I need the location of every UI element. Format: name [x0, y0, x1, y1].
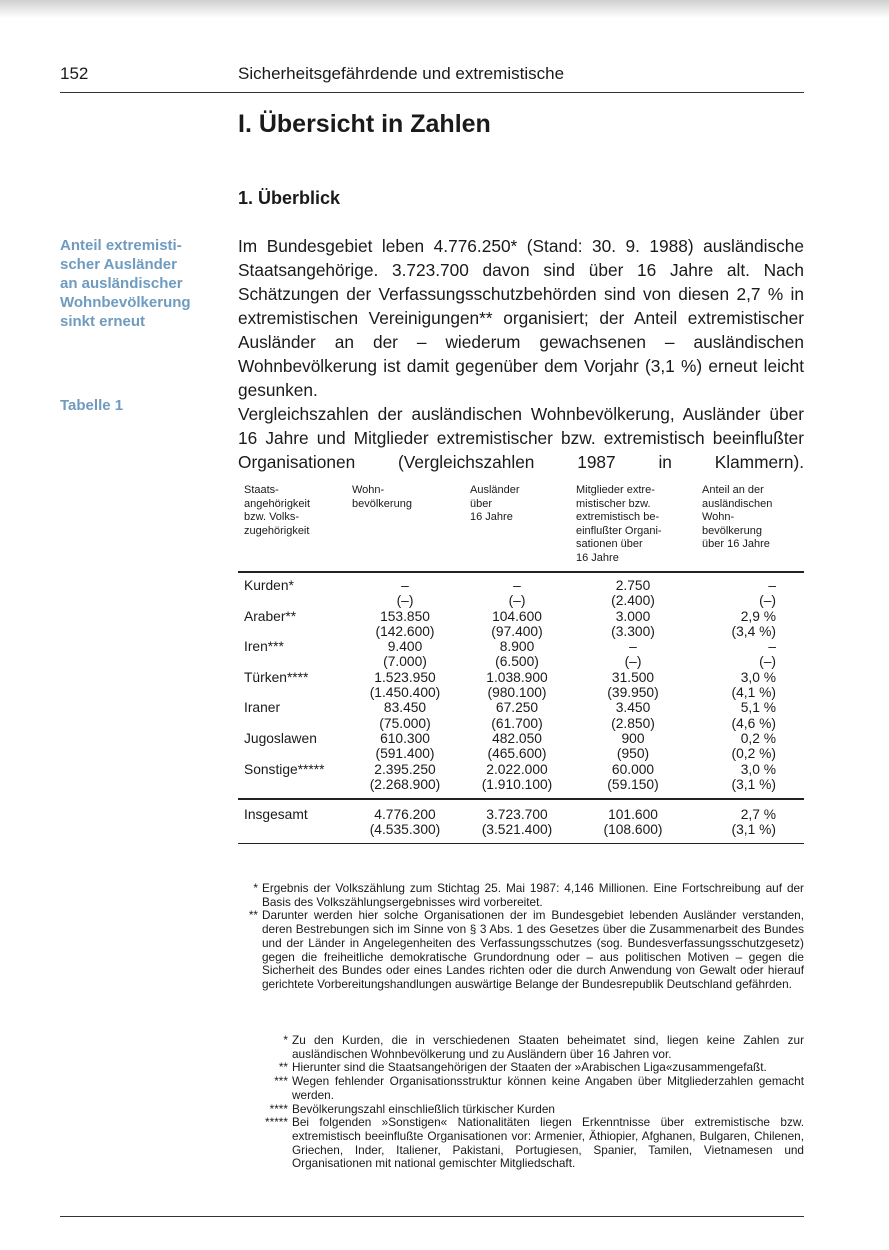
table-cell-previous: (465.600): [487, 746, 547, 762]
table-cell-previous: (61.700): [491, 715, 543, 731]
column-header: [464, 484, 570, 572]
table-cell-previous: (3.521.400): [481, 822, 553, 838]
column-header: [696, 484, 804, 572]
running-title: Sicherheitsgefährdende und extremistische: [238, 64, 565, 83]
table-row-previous-year: [238, 654, 804, 669]
table-cell-previous: (1.450.400): [369, 685, 441, 701]
column-header-text: Wohn- bevölkerung: [352, 484, 412, 510]
table-cell-previous: (–): [624, 654, 642, 670]
table-cell-value: 4.776.200: [374, 807, 436, 823]
table-row-previous-year: [238, 822, 804, 843]
header-rule: [60, 92, 804, 93]
row-label-empty: [238, 716, 346, 731]
table-row: [238, 670, 804, 685]
table-cell-value: 2.022.000: [486, 761, 548, 777]
row-label: Türken****: [244, 669, 309, 685]
table-cell-previous: (591.400): [375, 746, 435, 762]
table-row-previous-year: [238, 624, 804, 639]
subsection-heading: 1. Überblick: [238, 188, 341, 208]
margin-note-line: Wohnbevölkerung: [60, 294, 191, 311]
table-cell-previous: (3,1 %): [731, 776, 776, 792]
table-cell-value: 60.000: [611, 761, 655, 777]
footnote-mark: ****: [269, 1101, 288, 1116]
table-row-previous-year: [238, 685, 804, 700]
row-label: Insgesamt: [244, 807, 308, 823]
footnote: [238, 882, 804, 909]
table-cell-value: –: [768, 578, 776, 593]
row-label-empty: [238, 777, 346, 799]
footnote-mark: **: [278, 1060, 288, 1075]
table-cell-value: 0,2 %: [740, 730, 776, 746]
table-row: [238, 731, 804, 746]
table-cell-value: 2,7 %: [740, 807, 776, 823]
page-number: 152: [60, 64, 89, 83]
body-text: [238, 234, 804, 474]
table-cell-value: –: [768, 639, 776, 655]
section-heading: I. Übersicht in Zahlen: [238, 110, 491, 138]
table-cell-value: 2.750: [615, 578, 651, 593]
column-header-text: Mitglieder extre- mistischer bzw. extremistisch be- einflußter Organi- sationen über 16 Jahre: [576, 484, 662, 564]
table-cell-previous: (980.100): [487, 685, 547, 701]
footnote: [238, 1034, 804, 1061]
table-row-previous-year: [238, 593, 804, 608]
footer-rule: [60, 1216, 804, 1217]
table-cell-previous: (–): [396, 593, 414, 609]
table-cell-value: 83.450: [383, 700, 427, 716]
table-cell-value: 3.450: [615, 700, 651, 716]
table-cell-value: 8.900: [499, 639, 535, 655]
table-cell-previous: (4,1 %): [731, 685, 776, 701]
table-cell-previous: (3,1 %): [731, 822, 776, 838]
table-cell-previous: (2.850): [611, 715, 655, 731]
table-row-previous-year: [238, 746, 804, 761]
table-cell-previous: (3.300): [611, 623, 655, 639]
table-cell-previous: (4.535.300): [369, 822, 441, 838]
table-cell-value: 101.600: [608, 807, 658, 823]
table-cell-value: 3.723.700: [486, 807, 548, 823]
table-row: [238, 700, 804, 715]
page-top-shadow: [0, 0, 889, 18]
row-label-empty: [238, 685, 346, 700]
table-cell-value: –: [401, 578, 409, 593]
footnote-mark: *: [283, 1033, 288, 1047]
table-cell-value: 2,9 %: [740, 608, 776, 624]
column-header-text: Ausländer über 16 Jahre: [470, 484, 520, 523]
row-label: Sonstige*****: [244, 761, 325, 777]
table-cell-value: –: [513, 578, 521, 593]
table-cell-value: 153.850: [380, 608, 430, 624]
row-label-empty: [238, 654, 346, 669]
footnote-text: Ergebnis der Volkszählung zum Stichtag 25. Mai 1987: 4,146 Millionen. Eine Fortschreibung auf der Basis des Volkszählungsergebnisses wird vorbereitet.: [262, 881, 804, 909]
table-cell-value: 104.600: [492, 608, 542, 624]
row-label: Araber**: [244, 608, 297, 624]
table-cell-value: 482.050: [492, 730, 542, 746]
footnotes-table: [238, 1034, 804, 1171]
table-cell-previous: (0,2 %): [731, 746, 776, 762]
row-label-empty: [238, 593, 346, 608]
statistics-table: [238, 484, 804, 844]
table-cell-previous: (108.600): [603, 822, 663, 838]
table-row-previous-year: [238, 777, 804, 799]
body-paragraph: Vergleichszahlen der ausländischen Wohnbevölkerung, Ausländer über 16 Jahre und Mitglieder extremistischer bzw. extremistisch beeinflußter Organisationen (Vergleichszahlen 1987 in Klammern).: [238, 404, 804, 472]
margin-note: [60, 236, 220, 331]
row-label-empty: [238, 822, 346, 843]
footnote-text: Bevölkerungszahl einschließlich türkischer Kurden: [292, 1101, 555, 1116]
table-cell-previous: (39.950): [607, 685, 659, 701]
margin-note-line: sinkt erneut: [60, 313, 146, 330]
row-label-empty: [238, 624, 346, 639]
table-cell-previous: (–): [508, 593, 526, 609]
footnote-mark: *****: [265, 1115, 288, 1130]
column-header: [570, 484, 696, 572]
table-cell-previous: (59.150): [607, 776, 659, 792]
table-cell-value: 3,0 %: [740, 761, 776, 777]
footnote-mark: ***: [274, 1074, 288, 1089]
table-cell-previous: (950): [616, 746, 650, 762]
footnote: [238, 1103, 804, 1117]
table-cell-value: 31.500: [611, 669, 655, 685]
table-cell-previous: (–): [759, 654, 776, 670]
column-header: [238, 484, 346, 572]
table-cell-previous: (–): [759, 593, 776, 609]
row-label: Kurden*: [244, 578, 294, 593]
footnote-text: Bei folgenden »Sonstigen« Nationalitäten liegen Erkenntnisse über extremistische bzw. extremistisch beeinflußte Organisationen vor: Armenier, Äthiopier, Afghanen, Bulgaren, Chilenen, Griechen, Inder, Italiener, Pakistani, Portugiesen, Spanier, Tamilen, Vietnamesen und Organisationen mit national gemischter Mitgliedschaft.: [292, 1115, 804, 1171]
footnote: [238, 1116, 804, 1171]
table-row: [238, 572, 804, 593]
table-cell-previous: (97.400): [491, 623, 543, 639]
table-cell-previous: (2.268.900): [369, 776, 441, 792]
table-cell-value: 3,0 %: [740, 669, 776, 685]
footnote-text: Hierunter sind die Staatsangehörigen der Staaten der »Arabischen Liga«zusammengefaßt.: [292, 1060, 767, 1075]
row-label: Iraner: [244, 700, 281, 716]
row-label: Jugoslawen: [244, 730, 317, 746]
table-cell-value: 610.300: [380, 730, 430, 746]
footnote-mark: *: [253, 881, 258, 895]
table-total: [238, 799, 804, 843]
table-cell-previous: (7.000): [383, 654, 427, 670]
table-cell-previous: (142.600): [375, 623, 435, 639]
footnote-text: Zu den Kurden, die in verschiedenen Staaten beheimatet sind, liegen keine Zahlen zur ausländischen Wohnbevölkerung und zu Ausländern über 16 Jahren vor.: [292, 1033, 804, 1061]
table-cell-value: 3.000: [615, 608, 651, 624]
table-cell-value: 1.523.950: [374, 669, 436, 685]
table-cell-previous: (6.500): [495, 654, 539, 670]
footnote-text: Wegen fehlender Organisationsstruktur können keine Angaben über Mitgliederzahlen gemacht werden.: [292, 1074, 804, 1102]
margin-note-line: Anteil extremisti-: [60, 237, 182, 254]
table-cell-previous: (75.000): [379, 715, 431, 731]
table-row: [238, 639, 804, 654]
margin-note-line: scher Ausländer: [60, 256, 177, 273]
row-label: Iren***: [244, 639, 284, 655]
footnotes-main: [238, 882, 804, 992]
table-cell-value: 5,1 %: [740, 700, 776, 716]
table-cell-previous: (2.400): [611, 593, 655, 609]
column-header-text: Staats- angehörigkeit bzw. Volks- zugehörigkeit: [244, 484, 311, 537]
table-row: [238, 762, 804, 777]
table-cell-value: 2.395.250: [374, 761, 436, 777]
table-header-row: [238, 484, 804, 572]
table-row-previous-year: [238, 716, 804, 731]
table-row: [238, 799, 804, 822]
table-label: Tabelle 1: [60, 397, 124, 414]
table-cell-value: 9.400: [387, 639, 423, 655]
table-cell-previous: (4,6 %): [731, 715, 776, 731]
footnote: [238, 909, 804, 991]
table-body: [238, 572, 804, 799]
table-cell-value: –: [629, 639, 637, 655]
footnote: [238, 1061, 804, 1075]
table-cell-previous: (1.910.100): [481, 776, 553, 792]
footnote: [238, 1075, 804, 1102]
body-paragraph: Im Bundesgebiet leben 4.776.250* (Stand: 30. 9. 1988) ausländische Staatsangehörige. 3.723.700 davon sind über 16 Jahre alt. Nach Schätzungen der Verfassungsschutzbehörden sind von diesen 2,7 % in extremistischen Vereinigungen** organisiert; der Anteil extremistischer Ausländer an der – wiederum gewachsenen – ausländischen Wohnbevölkerung ist damit gegenüber dem Vorjahr (3,1 %) erneut leicht gesunken.: [238, 236, 804, 400]
table-row: [238, 609, 804, 624]
column-header: [346, 484, 464, 572]
table-cell-value: 1.038.900: [486, 669, 548, 685]
footnote-mark: **: [248, 908, 258, 923]
table-cell-value: 900: [621, 730, 645, 746]
margin-note-line: an ausländischer: [60, 275, 183, 292]
table-cell-value: 67.250: [495, 700, 539, 716]
row-label-empty: [238, 746, 346, 761]
table-cell-previous: (3,4 %): [731, 623, 776, 639]
column-header-text: Anteil an der ausländischen Wohn- bevölkerung über 16 Jahre: [702, 484, 773, 550]
footnote-text: Darunter werden hier solche Organisationen der im Bundesgebiet lebenden Ausländer verstanden, deren Bestrebungen sich im Sinne von § 3 Abs. 1 des Gesetzes über die Zusammenarbeit des Bundes und der Länder in Angelegenheiten des Verfassungsschutzes (sog. Bundesverfassungsschutzgesetz) gegen die freiheitliche demokratische Grundordnung oder – aus politischen Motiven – gegen die Sicherheit des Bundes oder eines Landes richten oder die durch Anwendung von Gewalt oder hierauf gerichtete Vorbereitungshandlungen auswärtige Belange der Bundesrepublik Deutschland gefährden.: [262, 908, 804, 991]
